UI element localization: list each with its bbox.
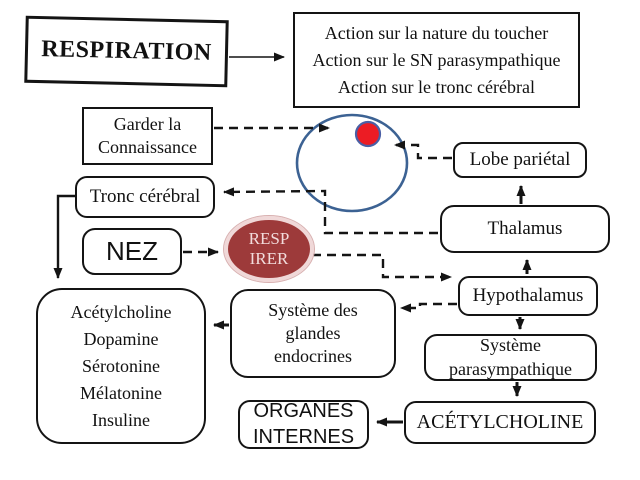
nez-box [82,228,182,275]
acetylcholine-label: ACÉTYLCHOLINE [416,410,584,433]
respiration-box [24,16,228,88]
arrow-respirer-to-hypothalamus [312,255,451,277]
organes-line: ORGANES [253,399,354,422]
hypothalamus-label: Hypothalamus [472,284,584,306]
dashed-arrows [183,128,457,308]
garder-line: Connaissance [98,137,197,157]
glandes-endocrines-box [230,289,396,378]
garder-line: Garder la [113,113,182,134]
thalamus-label: Thalamus [487,217,563,239]
brain-spot-icon [356,122,380,146]
organes-internes-box [238,400,369,449]
thalamus-box [440,205,610,253]
glandes-line: glandes [285,322,341,343]
tronc-cerebral-label: Tronc cérébral [89,185,201,207]
brain-circle [297,115,407,211]
neurotransmetteurs-box [36,288,206,444]
respirer-line: RESP [248,228,290,248]
neuro-line: Mélatonine [80,382,162,403]
glandes-line: endocrines [274,346,352,367]
respirer-line: IRER [249,249,289,268]
hypothalamus-box [458,276,598,316]
respirer-ellipse [224,216,314,282]
organes-line: INTERNES [252,425,355,448]
systeme-parasympathique-box [424,334,597,381]
garder-connaissance-box [82,107,213,165]
arrow-tronc-to-neurotransmetteurs [58,196,75,278]
respiration-label: RESPIRATION [41,36,212,67]
actions-line: Action sur le SN parasympathique [312,49,561,70]
nez-label: NEZ [106,235,158,266]
parasym-line: parasympathique [449,358,572,379]
parasym-line: Système [480,335,541,356]
arrow-hypothalamus-to-glandes [401,304,457,308]
lobe-parietal-label: Lobe pariétal [469,148,571,170]
actions-line: Action sur le tronc cérébral [338,76,535,97]
lobe-parietal-box [453,142,587,178]
actions-box [293,12,580,108]
neuro-line: Insuline [92,409,150,430]
tronc-cerebral-box [75,176,215,218]
glandes-line: Système des [268,299,358,320]
actions-line: Action sur la nature du toucher [324,22,549,43]
neuro-line: Acétylcholine [70,301,172,322]
neuro-line: Dopamine [83,328,159,349]
neuro-line: Sérotonine [82,355,160,376]
acetylcholine-box [404,401,596,444]
